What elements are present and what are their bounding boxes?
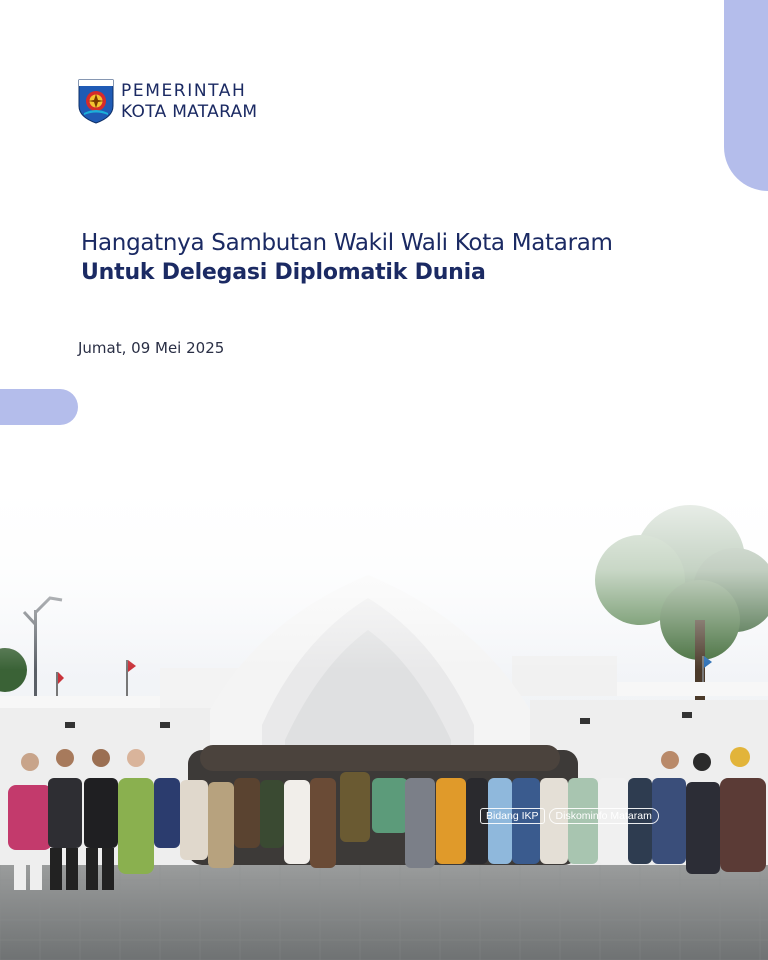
credit-label: Bidang IKP bbox=[480, 808, 545, 824]
photo-credit bbox=[480, 808, 659, 824]
group-photo bbox=[0, 460, 768, 960]
brand-line-2: KOTA MATARAM bbox=[121, 101, 258, 122]
headline-line-2: Untuk Delegasi Diplomatik Dunia bbox=[81, 260, 486, 285]
headline-line-1: Hangatnya Sambutan Wakil Wali Kota Mataram bbox=[81, 230, 613, 256]
decorative-tab-top-right bbox=[724, 0, 768, 191]
brand-line-1: PEMERINTAH bbox=[121, 80, 247, 101]
city-emblem-icon bbox=[78, 79, 114, 124]
credit-source: Diskominfo Mataram bbox=[549, 808, 659, 824]
publish-date: Jumat, 09 Mei 2025 bbox=[78, 339, 225, 357]
logo bbox=[78, 79, 257, 124]
headline bbox=[81, 228, 613, 288]
decorative-pill-left bbox=[0, 389, 78, 425]
